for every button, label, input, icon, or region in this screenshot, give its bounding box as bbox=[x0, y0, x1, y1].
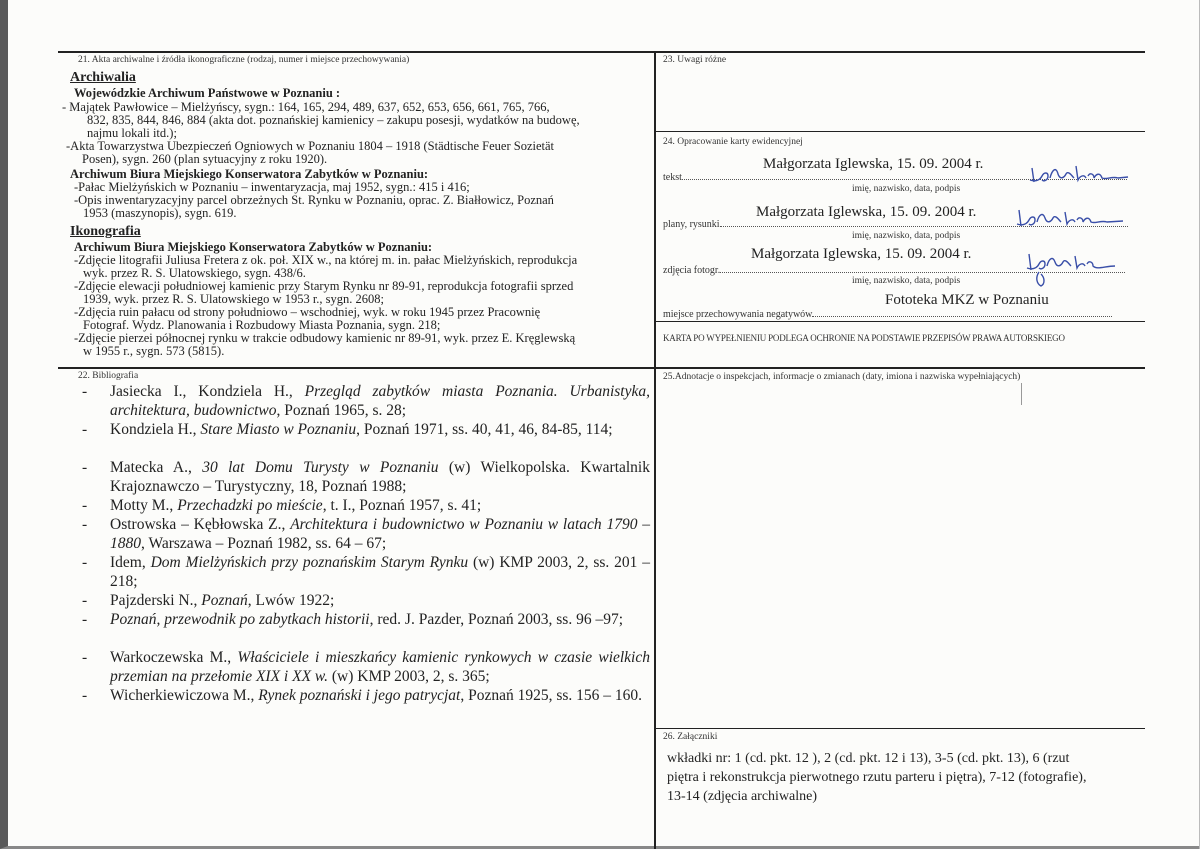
section-23-caption: 23. Uwagi różne bbox=[663, 55, 727, 65]
section-21-caption: 21. Akta archiwalne i źródła ikonograficzne (rodzaj, numer i miejsce przechowywania) bbox=[78, 55, 410, 65]
work-title: Dom Mielżyńskich przy poznańskim Starym Rynku bbox=[150, 554, 469, 571]
signature-photos bbox=[1025, 250, 1135, 292]
center-divider bbox=[654, 51, 656, 849]
work-title: Przegląd zabytków miasta Poznania. Urbanistyka, architektura, budownictwo bbox=[110, 383, 650, 419]
bullet-dash: - bbox=[82, 516, 88, 533]
row-sub: imię, nazwisko, data, podpis bbox=[852, 276, 961, 286]
signature-plans bbox=[1015, 206, 1135, 234]
bibliography-text bbox=[110, 610, 650, 629]
bibliography-text bbox=[110, 515, 650, 553]
author-plans: Małgorzata Iglewska, 15. 09. 2004 r. bbox=[756, 204, 977, 220]
publication-details: (w) Wielkopolska. Kwartalnik Krajoznawczo – Turystyczny, 18, Poznań 1988; bbox=[110, 459, 650, 495]
top-rule bbox=[58, 51, 1145, 53]
entry-line: 1953 (maszynopis), sygn. 619. bbox=[83, 206, 237, 220]
bibliography-text bbox=[110, 420, 650, 439]
publication-details: (w) KMP 2003, 2, ss. 201 – 218; bbox=[110, 554, 651, 590]
bibliography-text bbox=[110, 648, 650, 686]
entry-line: -Zdjęcia ruin pałacu od strony południowo – wschodniej, wyk. w roku 1945 przez Pracownię bbox=[74, 305, 541, 319]
bullet-dash: - bbox=[82, 649, 88, 666]
section-24-caption: 24. Opracowanie karty ewidencyjnej bbox=[663, 137, 803, 147]
institution-bmkz-1: Archiwum Biura Miejskiego Konserwatora Zabytków w Poznaniu: bbox=[70, 167, 429, 181]
row-label: zdjęcia fotogr. bbox=[663, 265, 721, 276]
publication-details: , Poznań 1925, ss. 156 – 160. bbox=[460, 687, 643, 704]
publication-details: , Poznań 1965, s. 28; bbox=[276, 402, 407, 419]
author: Idem, bbox=[110, 554, 151, 571]
entry-line: 1939, wyk. przez R. S. Ulatowskiego w 1953 r., sygn. 2608; bbox=[83, 292, 385, 306]
negatives-location: Fototeka MKZ w Poznaniu bbox=[885, 292, 1049, 308]
row-sub: imię, nazwisko, data, podpis bbox=[852, 184, 961, 194]
entry-line: -Zdjęcie elewacji południowej kamienic przy Starym Rynku nr 89-91, reprodukcja fotografii sprzed bbox=[74, 279, 574, 293]
wap-entries bbox=[62, 101, 580, 166]
publication-details: , Lwów 1922; bbox=[247, 592, 335, 609]
bibliography-text bbox=[110, 496, 650, 515]
rule-25-26 bbox=[656, 728, 1145, 729]
author: Pajzderski N., bbox=[110, 592, 202, 609]
institution-wap: Wojewódzkie Archiwum Państwowe w Poznaniu : bbox=[74, 86, 341, 100]
bibliography-text bbox=[110, 591, 650, 610]
section-26-caption: 26. Załączniki bbox=[663, 732, 718, 742]
section-22-caption: 22. Bibliografia bbox=[78, 371, 139, 381]
mid-rule bbox=[58, 367, 1145, 369]
bmkz-entries bbox=[74, 181, 554, 220]
bullet-dash: - bbox=[82, 383, 88, 400]
bullet-dash: - bbox=[82, 611, 88, 628]
entry-line: -Akta Towarzystwa Ubezpieczeń Ogniowych w Poznaniu 1804 – 1918 (Städtische Feuer Sozietät bbox=[66, 139, 555, 153]
bullet-dash: - bbox=[82, 554, 88, 571]
entry-line: -Zdjęcie pierzei północnej rynku w trakcie odbudowy kamienic nr 89-91, wyk. przez E. Kręglewską bbox=[74, 331, 576, 345]
bibliography-text bbox=[110, 458, 650, 496]
work-title: Poznań, przewodnik po zabytkach historii bbox=[110, 611, 370, 628]
work-title: Właściciele i mieszkańcy kamienic rynkowych w czasie wielkich przemian na przełomie XIX i XX w. bbox=[110, 649, 650, 685]
entry-line: -Zdjęcie litografii Juliusa Fretera z ok. poł. XIX w., na której m. in. pałac Mielżyńskich, reprodukcja bbox=[74, 253, 578, 267]
row-label: tekst bbox=[663, 172, 682, 183]
publication-details: , Warszawa – Poznań 1982, ss. 64 – 67; bbox=[141, 535, 387, 552]
bullet-dash: - bbox=[82, 459, 88, 476]
publication-details: , red. J. Pazder, Poznań 2003, ss. 96 –97; bbox=[369, 611, 623, 628]
bullet-dash: - bbox=[82, 421, 88, 438]
ikonografia-heading: Ikonografia bbox=[70, 224, 141, 239]
publication-details: , Poznań 1971, ss. 40, 41, 46, 84-85, 114; bbox=[356, 421, 613, 438]
author: Jasiecka I., Kondziela H., bbox=[110, 383, 305, 400]
author-text: Małgorzata Iglewska, 15. 09. 2004 r. bbox=[763, 156, 984, 172]
scan-mark bbox=[1021, 383, 1022, 405]
publication-details: (w) KMP 2003, 2, s. 365; bbox=[327, 668, 490, 685]
rule-24-end bbox=[656, 321, 1145, 322]
entry-line: wyk. przez R. S. Ulatowskiego, sygn. 438/6. bbox=[83, 266, 306, 280]
work-title: Poznań bbox=[201, 592, 248, 609]
attachments-line: piętra i rekonstrukcja pierwotnego rzutu parteru i piętra), 7-12 (fotografie), bbox=[667, 770, 1087, 785]
bibliography-text bbox=[110, 553, 650, 591]
copyright-notice: KARTA PO WYPEŁNIENIU PODLEGA OCHRONIE NA PODSTAWIE PRZEPISÓW PRAWA AUTORSKIEGO bbox=[663, 333, 1065, 343]
dotted-line bbox=[812, 308, 1112, 317]
row-label: plany, rysunki bbox=[663, 219, 720, 230]
entry-line: -Pałac Mielżyńskich w Poznaniu – inwentaryzacja, maj 1952, sygn.: 415 i 416; bbox=[74, 180, 470, 194]
institution-bmkz-2: Archiwum Biura Miejskiego Konserwatora Zabytków w Poznaniu: bbox=[74, 240, 433, 254]
work-title: Stare Miasto w Poznaniu bbox=[200, 421, 357, 438]
work-title: 30 lat Domu Turysty w Poznaniu bbox=[202, 459, 439, 476]
attachments-line: wkładki nr: 1 (cd. pkt. 12 ), 2 (cd. pkt. 12 i 13), 3-5 (cd. pkt. 13), 6 (rzut bbox=[667, 751, 1070, 766]
archiwalia-heading: Archiwalia bbox=[70, 70, 136, 85]
signature-text bbox=[1028, 160, 1138, 188]
entry-line: Posen), sygn. 260 (plan sytuacyjny z roku 1920). bbox=[82, 152, 328, 166]
entry-line: -Opis inwentaryzacyjny parcel obrzeżnych St. Rynku w Poznaniu, oprac. Z. Białłowicz, Poznań bbox=[74, 193, 554, 207]
author: Kondziela H., bbox=[110, 421, 201, 438]
author: Wicherkiewiczowa M., bbox=[110, 687, 259, 704]
rule-23-24 bbox=[656, 131, 1145, 132]
bibliography-text bbox=[110, 686, 650, 705]
work-title: Przechadzki po mieście bbox=[177, 497, 323, 514]
entry-line: Fotograf. Wydz. Planowania i Rozbudowy Miasta Poznania, sygn. 218; bbox=[83, 318, 441, 332]
author: Matecka A., bbox=[110, 459, 203, 476]
section-25-caption: 25.Adnotacje o inspekcjach, informacje o zmianach (daty, imiona i nazwiska wypełniających) bbox=[663, 372, 1021, 382]
negatives-label-row bbox=[663, 308, 1112, 320]
attachments-line: 13-14 (zdjęcia archiwalne) bbox=[667, 789, 818, 804]
work-title: Architektura i budownictwo w Poznaniu w latach 1790 – 1880 bbox=[110, 516, 650, 552]
publication-details: , t. I., Poznań 1957, s. 41; bbox=[322, 497, 482, 514]
entry-line: - Majątek Pawłowice – Mielżyńscy, sygn.: 164, 165, 294, 489, 637, 652, 653, 656, 661, 765, 766, bbox=[62, 100, 550, 114]
bibliography-text bbox=[110, 382, 650, 420]
work-title: Rynek poznański i jego patrycjat bbox=[258, 687, 461, 704]
row-sub: imię, nazwisko, data, podpis bbox=[852, 231, 961, 241]
entry-line: w 1955 r., sygn. 573 (5815). bbox=[83, 344, 225, 358]
entry-line: 832, 835, 844, 846, 884 (akta dot. poznańskiej kamienicy – zakupu posesji, wydatków na budowę, bbox=[87, 113, 580, 127]
bullet-dash: - bbox=[82, 497, 88, 514]
attachments-text bbox=[667, 749, 1086, 806]
author-photos: Małgorzata Iglewska, 15. 09. 2004 r. bbox=[751, 246, 972, 262]
entry-line: najmu lokali itd.); bbox=[87, 126, 177, 140]
author: Warkoczewska M., bbox=[110, 649, 238, 666]
author: Ostrowska – Kębłowska Z., bbox=[110, 516, 291, 533]
author: Motty M., bbox=[110, 497, 178, 514]
bullet-dash: - bbox=[82, 687, 88, 704]
bullet-dash: - bbox=[82, 592, 88, 609]
ikono-entries bbox=[74, 254, 577, 358]
negatives-label: miejsce przechowywania negatywów bbox=[663, 309, 813, 320]
